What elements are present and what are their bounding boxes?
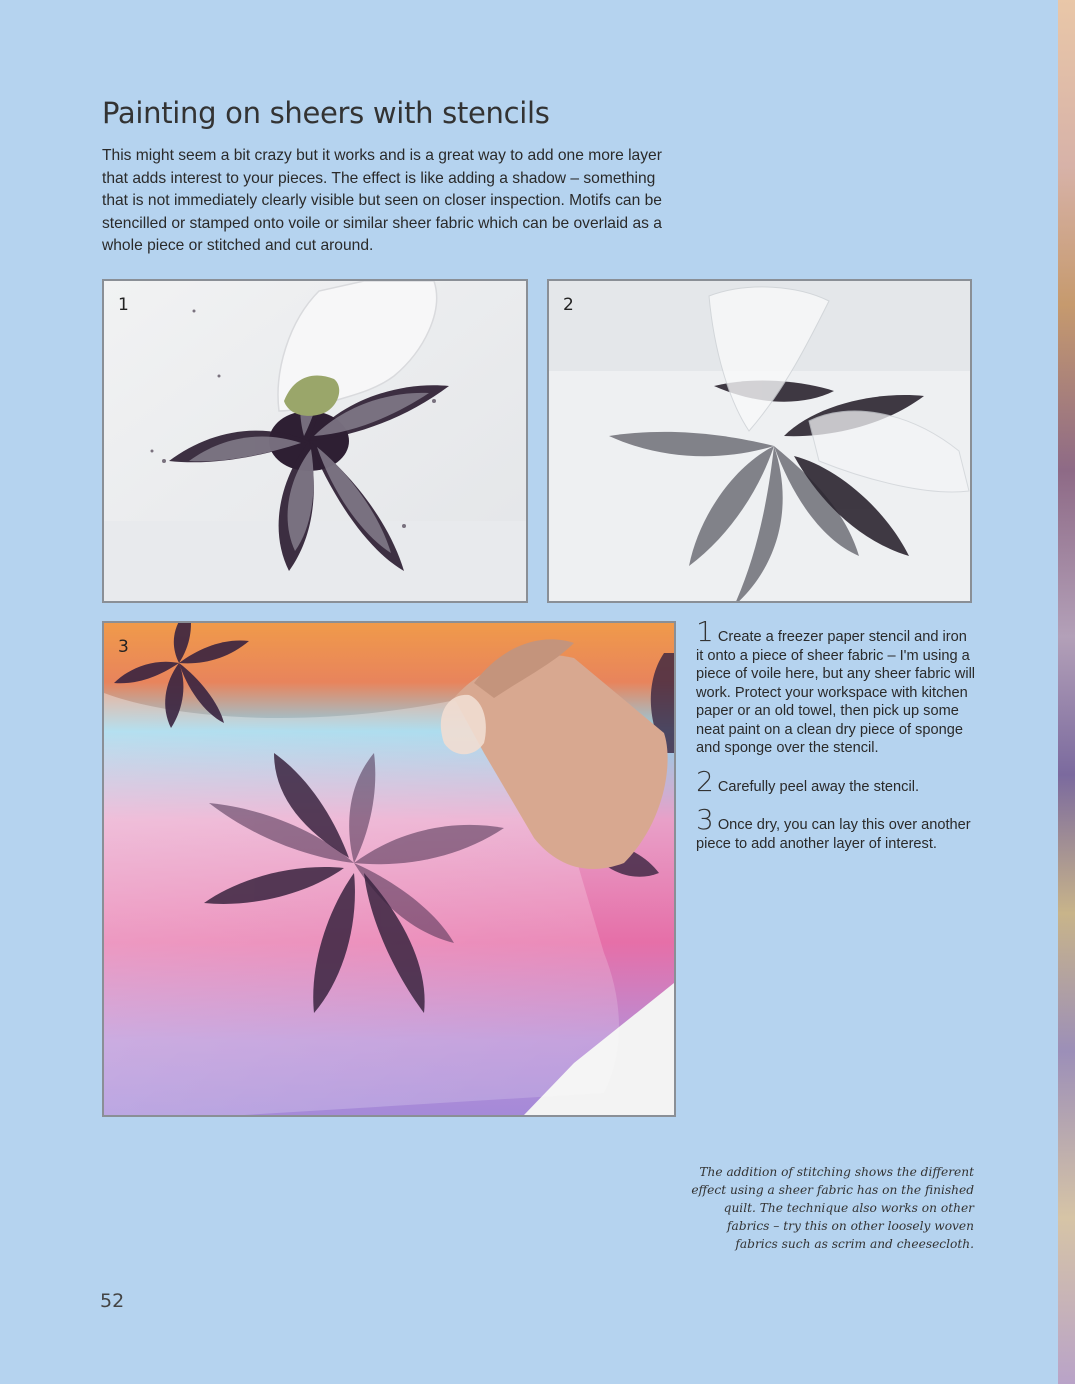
step-2-text: Carefully peel away the stencil. xyxy=(717,778,919,795)
figure-caption: The addition of stitching shows the different effect using a sheer fabric has on the finished quilt. The technique also works on other fabrics – try this on other loosely woven fabrics such as scrim and cheesecloth. xyxy=(691,1165,974,1251)
photo-3-illustration xyxy=(104,623,674,1115)
step-3-number: 3 xyxy=(696,803,714,836)
step-1 xyxy=(696,615,976,758)
step-1-number: 1 xyxy=(696,615,714,648)
page-title: Painting on sheers with stencils xyxy=(102,96,550,130)
step-3-text: Once dry, you can lay this over another piece to add another layer of interest. xyxy=(696,817,971,852)
photo-2-illustration xyxy=(549,281,970,601)
photo-3-sheer-overlay xyxy=(102,621,676,1117)
page-number: 52 xyxy=(100,1290,125,1312)
intro-paragraph: This might seem a bit crazy but it works and is a great way to add one more layer that adds interest to your pieces. The effect is like adding a shadow – something that is not immediately clearly visible but seen on closer inspection. Motifs can be stencilled or stamped onto voile or similar sheer fabric which can be overlaid as a whole piece or stitched and cut around. xyxy=(102,147,662,254)
photo-3-number: 3 xyxy=(118,637,129,657)
step-1-text: Create a freezer paper stencil and iron it onto a piece of sheer fabric – I'm using a piece of voile here, but any sheer fabric will work. Protect your workspace with kitchen paper or an old towel, then pick up some neat paint on a clean dry piece of sponge and sponge over the stencil. xyxy=(696,629,976,756)
photo-1-sponging-stencil xyxy=(102,279,528,603)
photo-2-number: 2 xyxy=(563,295,574,315)
photo-2-peeling-stencil xyxy=(547,279,972,603)
step-2 xyxy=(696,764,976,798)
quilt-edge-strip xyxy=(1058,0,1075,1384)
photo-1-illustration xyxy=(104,281,526,601)
step-2-number: 2 xyxy=(696,764,714,798)
step-list xyxy=(696,615,976,867)
photo-1-number: 1 xyxy=(118,295,129,315)
step-3 xyxy=(696,803,976,853)
